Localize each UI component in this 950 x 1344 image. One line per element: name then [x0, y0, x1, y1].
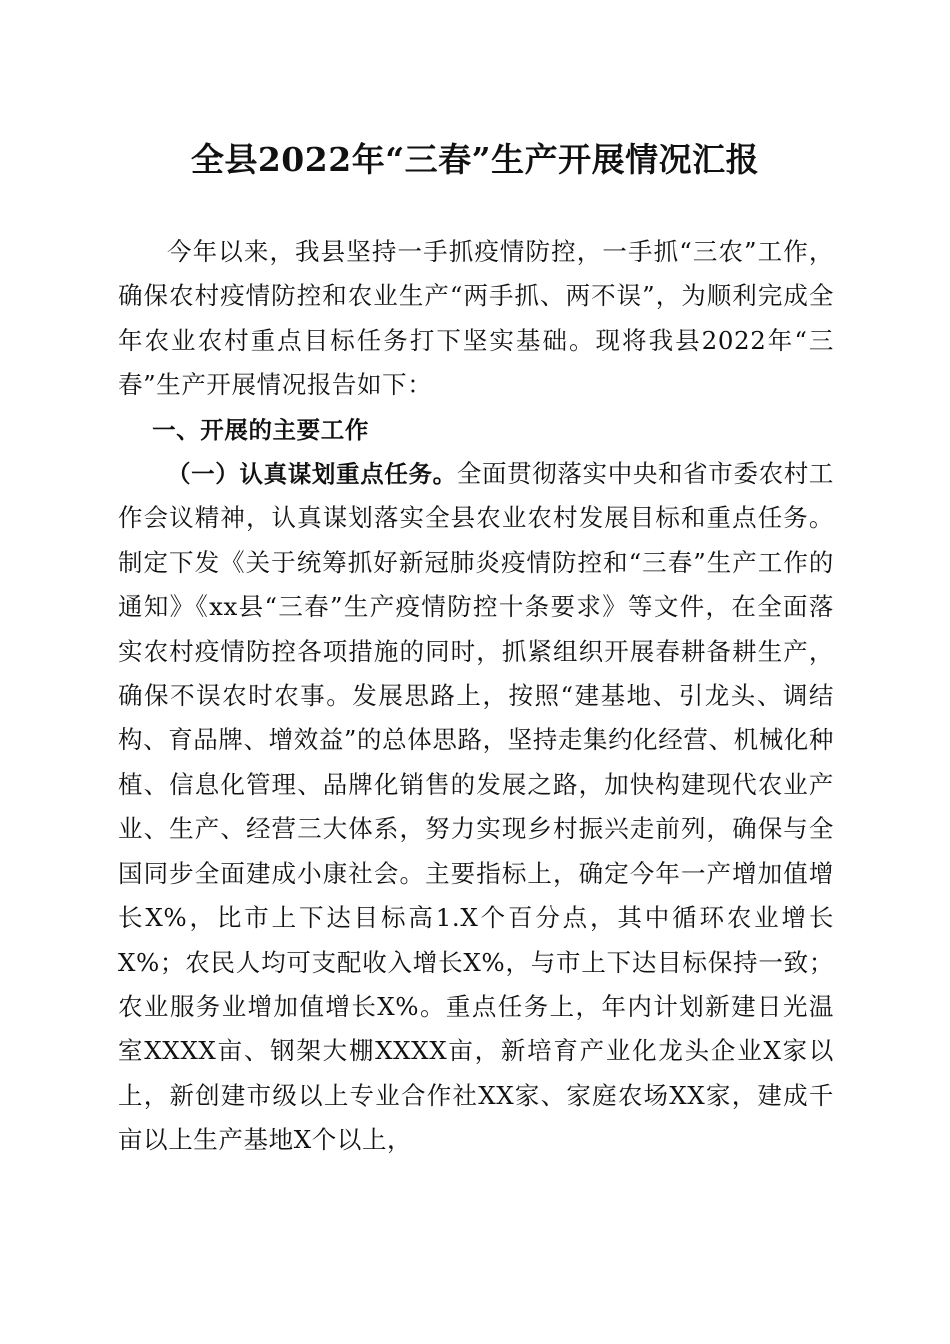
section-heading-main-work: 一、开展的主要工作 [152, 415, 369, 444]
subsection-body-text: 全面贯彻落实中央和省市委农村工作会议精神，认真谋划落实全县农业农村发展目标和重点任务。制定下发《关于统筹抓好新冠肺炎疫情防控和“三春”生产工作的通知》《xx县“三春”生产疫情防控十条要求》等文件，在全面落实农村疫情防控各项措施的同时，抓紧组织开展春耕备耕生产，确保不误农时农事。发展思路上，按照“建基地、引龙头、调结构、育品牌、增效益”的总体思路，坚持走集约化经营、机械化种植、信息化管理、品牌化销售的发展之路，加快构建现代农业产业、生产、经营三大体系，努力实现乡村振兴走前列，确保与全国同步全面建成小康社会。主要指标上，确定今年一产增加值增长X%，比市上下达目标高1.X个百分点，其中循环农业增长X%；农民人均可支配收入增长X%，与市上下达目标保持一致；农业服务业增加值增长X%。重点任务上，年内计划新建日光温室XXXX亩、钢架大棚XXXX亩，新培育产业化龙头企业X家以上，新创建市级以上专业合作社XX家、家庭农场XX家，建成千亩以上生产基地X个以上， [118, 459, 835, 1155]
subsection-lead-heading: （一）认真谋划重点任务。 [167, 460, 457, 489]
document-body [118, 230, 834, 1163]
subsection-paragraph [118, 452, 834, 1163]
document-title: 全县2022年“三春”生产开展情况汇报 [190, 140, 760, 179]
intro-paragraph: 今年以来，我县坚持一手抓疫情防控，一手抓“三农”工作，确保农村疫情防控和农业生产“两手抓、两不误”，为顺利完成全年农业农村重点目标任务打下坚实基础。现将我县2022年“三春”生产开展情况报告如下： [118, 237, 834, 400]
